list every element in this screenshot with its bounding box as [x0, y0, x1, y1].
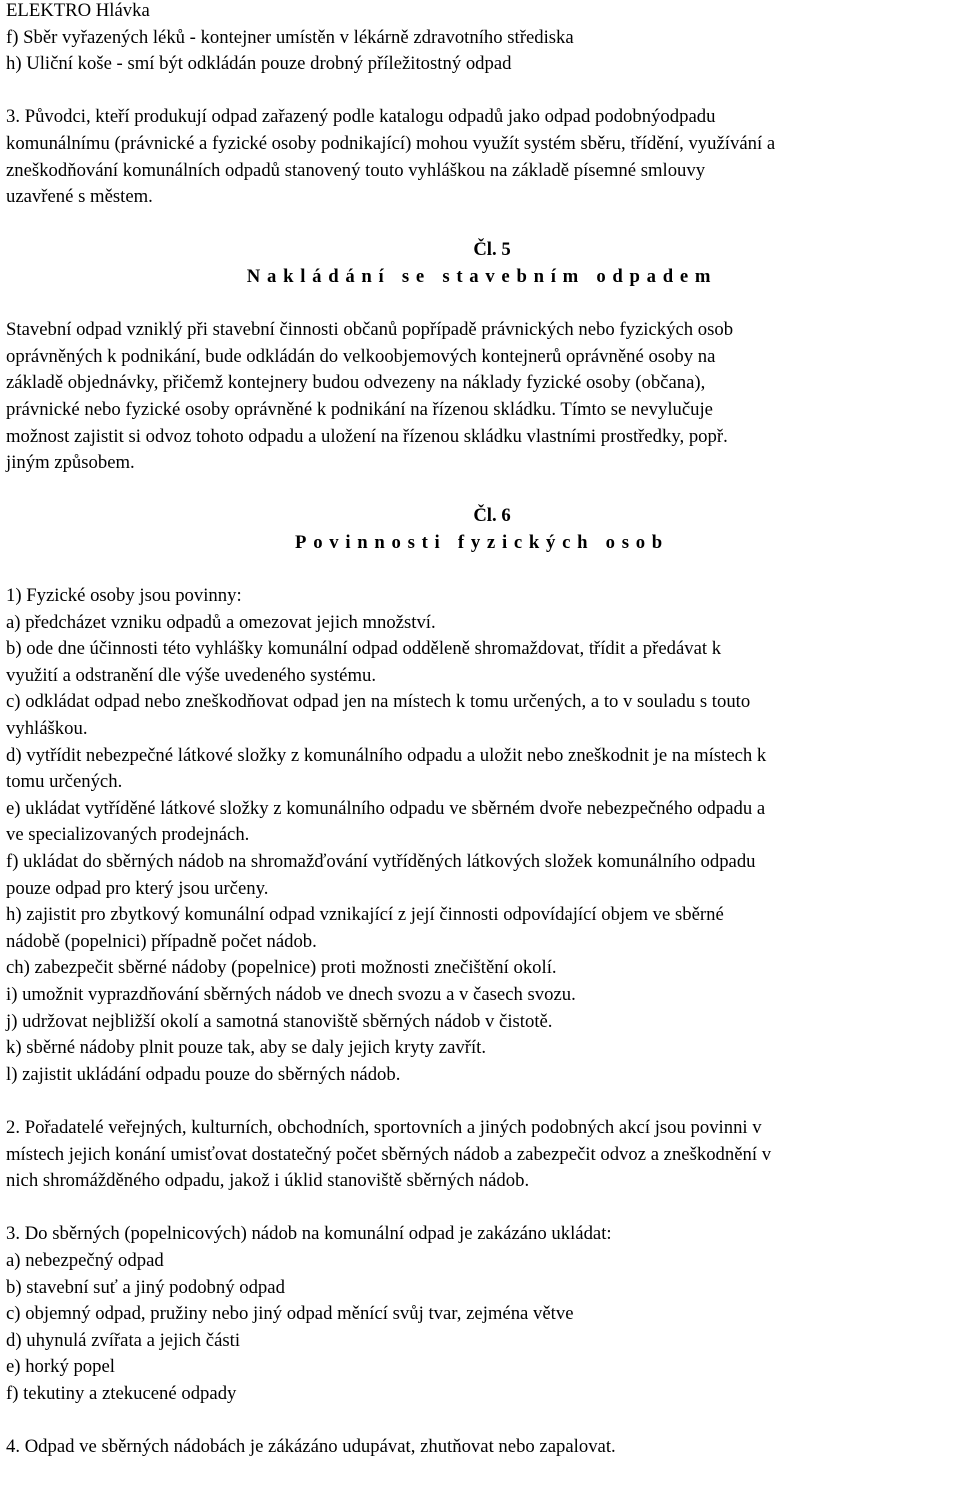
spacer — [6, 78, 958, 105]
list-item: pouze odpad pro který jsou určeny. — [6, 877, 269, 899]
paragraph-line: oprávněných k podnikání, bude odkládán do velkoobjemových kontejnerů oprávněné osoby na — [6, 345, 716, 367]
list-item: d) uhynulá zvířata a jejich části — [6, 1329, 241, 1351]
list-item: c) odkládat odpad nebo zneškodňovat odpad jen na místech k tomu určených, a to v souladu s touto — [6, 691, 751, 713]
list-item: 1) Fyzické osoby jsou povinny: — [6, 585, 242, 607]
article-5-body — [6, 317, 958, 477]
list-item: f) Sběr vyřazených léků - kontejner umístěn v lékárně zdravotního střediska — [6, 26, 574, 48]
list-item: e) horký popel — [6, 1356, 115, 1378]
list-item: f) ukládat do sběrných nádob na shromažďování vytříděných látkových složek komunálního odpadu — [6, 851, 756, 872]
article-5-title: Nakládání se stavebním odpadem — [246, 265, 718, 287]
paragraph-line: základě objednávky, přičemž kontejnery budou odvezeny na náklady fyzické osoby (občana), — [6, 372, 706, 394]
list-item: a) nebezpečný odpad — [6, 1249, 164, 1271]
paragraph-line: možnost zajistit si odvoz tohoto odpadu a uložení na řízenou skládku vlastními prostředky, popř. — [6, 425, 728, 447]
spacer — [6, 1407, 958, 1434]
list-item: b) stavební suť a jiný podobný odpad — [6, 1276, 285, 1298]
list-item: vyhláškou. — [6, 718, 88, 740]
document-heading: ELEKTRO Hlávka — [6, 0, 150, 21]
list-item: b) ode dne účinnosti této vyhlášky komunální odpad odděleně shromaždovat, třídit a předávat k — [6, 638, 722, 660]
paragraph-line: 2. Pořadatelé veřejných, kulturních, obchodních, sportovních a jiných podobných akcí jsou povinni v — [6, 1116, 762, 1138]
paragraph-line: 3. Původci, kteří produkují odpad zařazený podle katalogu odpadů jako odpad podobnýodpadu — [6, 106, 716, 128]
article-6-title: Povinnosti fyzických osob — [295, 531, 669, 553]
article-6-point-4 — [6, 1434, 958, 1461]
list-item: a) předcházet vzniku odpadů a omezovat jejich množství. — [6, 611, 436, 633]
list-item: nádobě (popelnici) případně počet nádob. — [6, 930, 317, 952]
article-5-number: Čl. 5 — [473, 239, 511, 261]
paragraph-line: právnické nebo fyzické osoby oprávněné k podnikání na řízenou skládku. Tímto se nevylučuje — [6, 398, 713, 420]
list-item: j) udržovat nejbližší okolí a samotná stanoviště sběrných nádob v čistotě. — [6, 1010, 553, 1032]
paragraph-line: uzavřené s městem. — [6, 186, 153, 208]
article-6-point-2 — [6, 1115, 958, 1195]
article-6-point-3 — [6, 1221, 958, 1407]
document-page — [6, 0, 958, 1461]
list-item: tomu určených. — [6, 771, 123, 793]
list-item: d) vytřídit nebezpečné látkové složky z komunálního odpadu a uložit nebo zneškodnit je na místech k — [6, 744, 767, 766]
list-item: i) umožnit vyprazdňování sběrných nádob ve dnech svozu a v časech svozu. — [6, 983, 576, 1005]
paragraph-line: jiným způsobem. — [6, 452, 135, 474]
list-item: e) ukládat vytříděné látkové složky z komunálního odpadu ve sběrném dvoře nebezpečného odpadu a — [6, 797, 766, 819]
spacer — [6, 1088, 958, 1115]
list-item: 3. Do sběrných (popelnicových) nádob na komunální odpad je zakázáno ukládat: — [6, 1223, 612, 1245]
spacer — [6, 1195, 958, 1222]
list-item: ch) zabezpečit sběrné nádoby (popelnice) proti možnosti znečištění okolí. — [6, 957, 557, 979]
paragraph-point-3 — [6, 104, 958, 210]
paragraph-line: Stavební odpad vzniklý při stavební činnosti občanů popřípadě právnických nebo fyzických osob — [6, 319, 734, 341]
paragraph-line: místech jejich konání umisťovat dostatečný počet sběrných nádob a zabezpečit odvoz a zneškodnění v — [6, 1143, 772, 1165]
header-block — [6, 0, 958, 78]
article-6-point-1 — [6, 583, 958, 1088]
paragraph-line: zneškodňování komunálních odpadů stanovený touto vyhláškou na základě písemné smlouvy — [6, 159, 706, 181]
list-item: h) Uliční koše - smí být odkládán pouze drobný příležitostný odpad — [6, 53, 512, 75]
spacer — [6, 211, 958, 238]
spacer — [6, 291, 958, 318]
list-item: l) zajistit ukládání odpadu pouze do sběrných nádob. — [6, 1063, 401, 1085]
list-item: k) sběrné nádoby plnit pouze tak, aby se daly jejich kryty zavřít. — [6, 1037, 487, 1059]
spacer — [6, 477, 958, 504]
spacer — [6, 556, 958, 583]
list-item: f) tekutiny a ztekucené odpady — [6, 1382, 237, 1404]
paragraph-line: komunálnímu (právnické a fyzické osoby podnikající) mohou využít systém sběru, třídění, využívání a — [6, 132, 776, 154]
paragraph-line: 4. Odpad ve sběrných nádobách je zákázáno udupávat, zhutňovat nebo zapalovat. — [6, 1436, 616, 1458]
list-item: c) objemný odpad, pružiny nebo jiný odpad měnící svůj tvar, zejména větve — [6, 1303, 574, 1325]
article-6-number: Čl. 6 — [473, 505, 511, 527]
list-item: využití a odstranění dle výše uvedeného systému. — [6, 664, 377, 686]
list-item: ve specializovaných prodejnách. — [6, 824, 250, 846]
list-item: h) zajistit pro zbytkový komunální odpad vznikající z její činnosti odpovídající objem ve sběrné — [6, 904, 724, 926]
paragraph-line: nich shromážděného odpadu, jakož i úklid stanoviště sběrných nádob. — [6, 1170, 530, 1192]
